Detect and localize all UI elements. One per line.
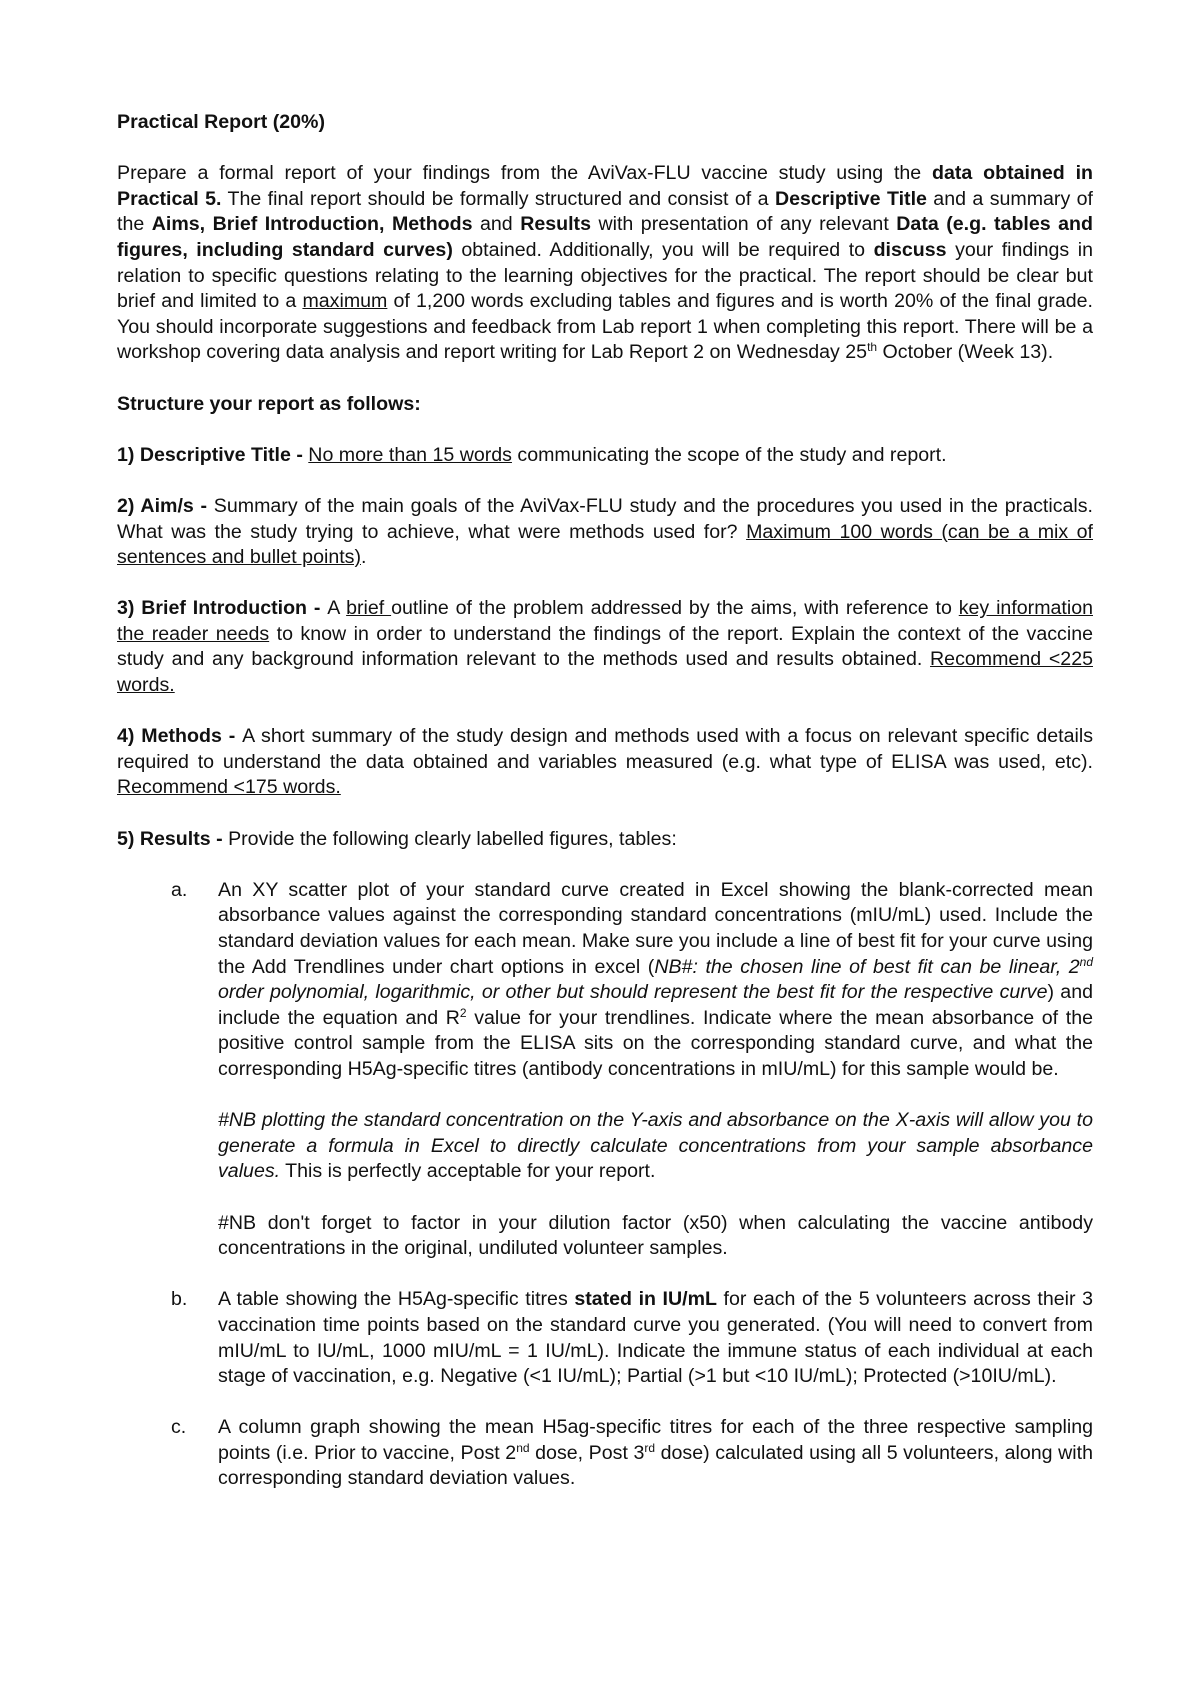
results-item-b: b. A table showing the H5Ag-specific titres stated in IU/mL for each of the 5 volunteers across their 3 vaccination time points based on the standard curve you generated. (You will need to convert from mIU/mL to IU/mL, 1000 mIU/mL = 1 IU/mL). Indicate the immune status of each individual at each stage of vaccination, e.g. Negative (<1 IU/mL); Partial (>1 but <10 IU/mL); Protected (>10IU/mL). [171,1288,1093,1388]
section-descriptive-title: 1) Descriptive Title - No more than 15 words communicating the scope of the study and report. [117,443,947,466]
note-dilution: #NB don't forget to factor in your dilution factor (x50) when calculating the vaccine antibody concentrations in the original, undiluted volunteer samples. [218,1211,1093,1260]
section-results: 5) Results - Provide the following clearly labelled figures, tables: [117,827,677,850]
section-aims: 2) Aim/s - Summary of the main goals of the AviVax-FLU study and the procedures you used in the practicals. What was the study trying to achieve, what were methods used for? Maximum 100 words (can be a mix of sentences and bullet points). [117,494,1094,569]
intro-paragraph: Prepare a formal report of your findings from the AviVax-FLU vaccine study using the data obtained in Practical 5. The final report should be formally structured and consist of a Descriptive Title and a summary of the Aims, Brief Introduction, Methods and Results with presentation of any relevant Data (e.g. tables and figures, including standard curves) obtained. Additionally, you will be required to discuss your findings in relation to specific questions relating to the learning objectives for the practical. The report should be clear but brief and limited to a maximum of 1,200 words excluding tables and figures and is worth 20% of the final grade. You should incorporate suggestions and feedback from Lab report 1 when completing this report. There will be a workshop covering data analysis and report writing for Lab Report 2 on Wednesday 25th October (Week 13). [117,162,1093,364]
item-label: c. [171,1416,187,1439]
structure-heading: Structure your report as follows: [117,392,421,415]
results-item-c: c. A column graph showing the mean H5ag-specific titres for each of the three respective sampling points (i.e. Prior to vaccine, Post 2nd dose, Post 3rd dose) calculated using all 5 volunteers, along with corresponding standard deviation values. [171,1416,1093,1490]
section-methods: 4) Methods - A short summary of the study design and methods used with a focus on relevant specific details required to understand the data obtained and variables measured (e.g. what type of ELISA was used, etc). Recommend <175 words. [117,725,1094,799]
section-brief-introduction: 3) Brief Introduction - A brief outline of the problem addressed by the aims, with reference to key information the reader needs to know in order to understand the findings of the report. Explain the context of the vaccine study and any background information relevant to the methods used and results obtained. Recommend <225 words. [117,597,1093,697]
results-item-a: a. An XY scatter plot of your standard curve created in Excel showing the blank-corrected mean absorbance values against the corresponding standard concentrations (mIU/mL) used. Include the standard deviation values for each mean. Make sure you include a line of best fit for your curve using the Add Trendlines under chart options in excel (NB#: the chosen line of best fit can be linear, 2nd order polynomial, logarithmic, or other but should represent the best fit for the respective curve) and include the equation and $R^2$ value for your trendlines. Indicate where the mean absorbance of the positive control sample from the ELISA sits on the corresponding standard curve, and what the corresponding H5Ag-specific titres (antibody concentrations in mIU/mL) for this sample would be. [171,878,1094,1080]
note-plotting: #NB plotting the standard concentration on the Y-axis and absorbance on the X-axis will allow you to generate a formula in Excel to directly calculate concentrations from your sample absorbance values. This is perfectly acceptable for your report. [218,1109,1093,1183]
item-label: b. [171,1288,188,1311]
page-heading: Practical Report (20%) [117,111,325,133]
item-label: a. [171,878,188,901]
document-page [117,110,1093,1518]
